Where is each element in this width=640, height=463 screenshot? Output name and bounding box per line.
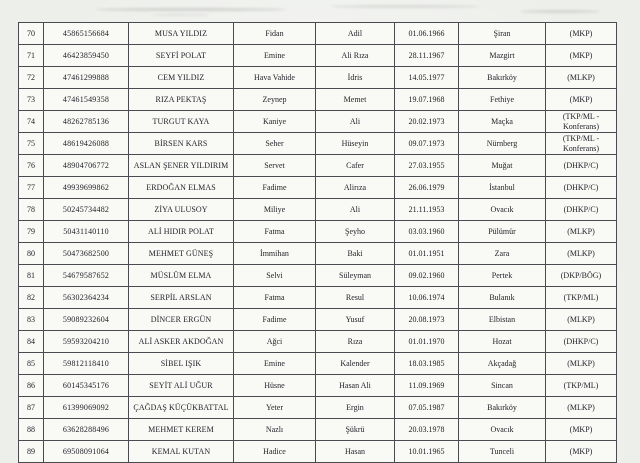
cell-full-name: MÜSLÜM ELMA (129, 265, 234, 287)
cell-full-name: ÇAĞDAŞ KÜÇÜKBATTAL (129, 397, 234, 419)
cell-father-name: Memet (316, 89, 395, 111)
cell-row-number: 76 (19, 155, 44, 177)
cell-birth-date: 14.05.1977 (395, 67, 459, 89)
cell-mother-name: Nazlı (234, 419, 316, 441)
cell-mother-name: Servet (234, 155, 316, 177)
cell-id-number: 46423859450 (44, 45, 129, 67)
table-row (19, 155, 617, 177)
cell-birth-date: 27.03.1955 (395, 155, 459, 177)
cell-birth-place: Pertek (459, 265, 546, 287)
cell-full-name: BİRSEN KARS (129, 133, 234, 155)
cell-row-number: 82 (19, 287, 44, 309)
cell-organization: (MKP) (546, 45, 617, 67)
table-row (19, 441, 617, 463)
cell-full-name: MEHMET KEREM (129, 419, 234, 441)
cell-mother-name: Hava Vahide (234, 67, 316, 89)
cell-father-name: Ergin (316, 397, 395, 419)
cell-mother-name: Ağci (234, 331, 316, 353)
cell-birth-place: Hozat (459, 331, 546, 353)
cell-row-number: 78 (19, 199, 44, 221)
cell-row-number: 70 (19, 23, 44, 45)
cell-id-number: 61399069092 (44, 397, 129, 419)
cell-id-number: 48619426088 (44, 133, 129, 155)
cell-mother-name: Yeter (234, 397, 316, 419)
cell-birth-place: Tunceli (459, 441, 546, 463)
cell-birth-date: 20.08.1973 (395, 309, 459, 331)
cell-id-number: 50431140110 (44, 221, 129, 243)
cell-full-name: RIZA PEKTAŞ (129, 89, 234, 111)
cell-id-number: 50473682500 (44, 243, 129, 265)
cell-organization: (MLKP) (546, 221, 617, 243)
cell-organization: (DHKP/C) (546, 199, 617, 221)
cell-row-number: 83 (19, 309, 44, 331)
cell-organization: (DHKP/C) (546, 331, 617, 353)
cell-birth-place: Sincan (459, 375, 546, 397)
table-row (19, 89, 617, 111)
cell-full-name: ERDOĞAN ELMAS (129, 177, 234, 199)
cell-birth-date: 09.02.1960 (395, 265, 459, 287)
scan-artifact (330, 5, 480, 8)
table-row (19, 353, 617, 375)
cell-id-number: 49939699862 (44, 177, 129, 199)
cell-organization: (DHKP/C) (546, 177, 617, 199)
cell-birth-place: Elbistan (459, 309, 546, 331)
cell-full-name: SEYFİ POLAT (129, 45, 234, 67)
cell-mother-name: İmmihan (234, 243, 316, 265)
cell-birth-place: Bakırköy (459, 397, 546, 419)
cell-full-name: ALİ HIDIR POLAT (129, 221, 234, 243)
table-row (19, 287, 617, 309)
cell-id-number: 59593204210 (44, 331, 129, 353)
cell-birth-place: Fethiye (459, 89, 546, 111)
table-row (19, 375, 617, 397)
cell-father-name: Rıza (316, 331, 395, 353)
cell-father-name: İdris (316, 67, 395, 89)
cell-birth-place: Ovacık (459, 419, 546, 441)
cell-father-name: Süleyman (316, 265, 395, 287)
cell-row-number: 84 (19, 331, 44, 353)
cell-birth-date: 10.01.1965 (395, 441, 459, 463)
table-row (19, 309, 617, 331)
cell-birth-date: 03.03.1960 (395, 221, 459, 243)
cell-organization: (TKP/ML - Konferans) (546, 133, 617, 155)
cell-full-name: CEM YILDIZ (129, 67, 234, 89)
cell-birth-date: 11.09.1969 (395, 375, 459, 397)
cell-mother-name: Kaniye (234, 111, 316, 133)
cell-organization: (MLKP) (546, 397, 617, 419)
cell-birth-place: Bakırköy (459, 67, 546, 89)
cell-full-name: ZİYA ULUSOY (129, 199, 234, 221)
table-row (19, 133, 617, 155)
cell-full-name: SERPİL ARSLAN (129, 287, 234, 309)
cell-birth-place: İstanbul (459, 177, 546, 199)
cell-id-number: 47461549358 (44, 89, 129, 111)
cell-id-number: 48904706772 (44, 155, 129, 177)
cell-id-number: 45865156684 (44, 23, 129, 45)
cell-father-name: Yusuf (316, 309, 395, 331)
cell-row-number: 86 (19, 375, 44, 397)
cell-row-number: 88 (19, 419, 44, 441)
cell-father-name: Şeyho (316, 221, 395, 243)
person-list-table (18, 22, 617, 463)
cell-organization: (MKP) (546, 419, 617, 441)
cell-father-name: Adil (316, 23, 395, 45)
cell-id-number: 69508091064 (44, 441, 129, 463)
cell-birth-place: Nürnberg (459, 133, 546, 155)
cell-row-number: 73 (19, 89, 44, 111)
cell-father-name: Resul (316, 287, 395, 309)
table-row (19, 111, 617, 133)
cell-full-name: KEMAL KUTAN (129, 441, 234, 463)
cell-father-name: Alirıza (316, 177, 395, 199)
cell-birth-place: Pülümür (459, 221, 546, 243)
cell-birth-date: 01.06.1966 (395, 23, 459, 45)
cell-father-name: Hasan Ali (316, 375, 395, 397)
table-row (19, 265, 617, 287)
cell-birth-place: Şiran (459, 23, 546, 45)
cell-mother-name: Fatma (234, 221, 316, 243)
table-row (19, 45, 617, 67)
cell-organization: (MLKP) (546, 309, 617, 331)
cell-row-number: 79 (19, 221, 44, 243)
cell-organization: (DHKP/C) (546, 155, 617, 177)
cell-organization: (MLKP) (546, 353, 617, 375)
cell-organization: (MKP) (546, 441, 617, 463)
cell-row-number: 74 (19, 111, 44, 133)
cell-father-name: Baki (316, 243, 395, 265)
cell-father-name: Ali (316, 111, 395, 133)
table-row (19, 243, 617, 265)
cell-full-name: ASLAN ŞENER YILDIRIM (129, 155, 234, 177)
cell-organization: (MKP) (546, 89, 617, 111)
cell-id-number: 48262785136 (44, 111, 129, 133)
cell-id-number: 47461299888 (44, 67, 129, 89)
cell-mother-name: Fadime (234, 177, 316, 199)
cell-birth-date: 28.11.1967 (395, 45, 459, 67)
table-row (19, 67, 617, 89)
table-row (19, 419, 617, 441)
cell-father-name: Cafer (316, 155, 395, 177)
cell-organization: (MLKP) (546, 67, 617, 89)
cell-full-name: TURGUT KAYA (129, 111, 234, 133)
cell-row-number: 87 (19, 397, 44, 419)
cell-birth-date: 10.06.1974 (395, 287, 459, 309)
cell-full-name: MEHMET GÜNEŞ (129, 243, 234, 265)
cell-birth-date: 07.05.1987 (395, 397, 459, 419)
table-row (19, 397, 617, 419)
cell-organization: (TKP/ML) (546, 375, 617, 397)
cell-id-number: 60145345176 (44, 375, 129, 397)
scan-artifact (520, 10, 600, 13)
table-row (19, 199, 617, 221)
cell-organization: (TKP/ML - Konferans) (546, 111, 617, 133)
table-row (19, 221, 617, 243)
cell-id-number: 50245734482 (44, 199, 129, 221)
cell-full-name: DİNCER ERGÜN (129, 309, 234, 331)
cell-id-number: 54679587652 (44, 265, 129, 287)
cell-birth-place: Ovacık (459, 199, 546, 221)
cell-row-number: 85 (19, 353, 44, 375)
cell-birth-date: 20.03.1978 (395, 419, 459, 441)
cell-id-number: 59089232604 (44, 309, 129, 331)
cell-row-number: 81 (19, 265, 44, 287)
cell-mother-name: Emine (234, 353, 316, 375)
cell-organization: (MLKP) (546, 243, 617, 265)
cell-row-number: 71 (19, 45, 44, 67)
table-row (19, 331, 617, 353)
scan-artifact (150, 14, 210, 16)
cell-id-number: 56302364234 (44, 287, 129, 309)
cell-mother-name: Miliye (234, 199, 316, 221)
cell-id-number: 63628288496 (44, 419, 129, 441)
cell-full-name: SİBEL IŞIK (129, 353, 234, 375)
cell-organization: (DKP/BÖG) (546, 265, 617, 287)
cell-father-name: Ali Rıza (316, 45, 395, 67)
cell-full-name: SEYİT ALİ UĞUR (129, 375, 234, 397)
cell-birth-date: 20.02.1973 (395, 111, 459, 133)
cell-father-name: Şükrü (316, 419, 395, 441)
cell-birth-place: Muğat (459, 155, 546, 177)
scan-artifact (96, 8, 286, 11)
cell-birth-date: 01.01.1951 (395, 243, 459, 265)
cell-father-name: Hüseyin (316, 133, 395, 155)
cell-organization: (MKP) (546, 23, 617, 45)
cell-row-number: 75 (19, 133, 44, 155)
table-row (19, 177, 617, 199)
cell-mother-name: Emine (234, 45, 316, 67)
cell-full-name: ALİ ASKER AKDOĞAN (129, 331, 234, 353)
cell-birth-place: Bulanık (459, 287, 546, 309)
cell-birth-date: 19.07.1968 (395, 89, 459, 111)
cell-birth-place: Mazgirt (459, 45, 546, 67)
cell-full-name: MUSA YILDIZ (129, 23, 234, 45)
cell-birth-date: 21.11.1953 (395, 199, 459, 221)
cell-organization: (TKP/ML) (546, 287, 617, 309)
cell-row-number: 80 (19, 243, 44, 265)
cell-birth-date: 26.06.1979 (395, 177, 459, 199)
cell-father-name: Ali (316, 199, 395, 221)
cell-mother-name: Hadice (234, 441, 316, 463)
cell-mother-name: Zeynep (234, 89, 316, 111)
cell-mother-name: Fadime (234, 309, 316, 331)
cell-mother-name: Hüsne (234, 375, 316, 397)
cell-mother-name: Fidan (234, 23, 316, 45)
cell-row-number: 77 (19, 177, 44, 199)
cell-row-number: 72 (19, 67, 44, 89)
cell-id-number: 59812118410 (44, 353, 129, 375)
cell-row-number: 89 (19, 441, 44, 463)
cell-birth-place: Akçadağ (459, 353, 546, 375)
cell-birth-date: 01.01.1970 (395, 331, 459, 353)
table-row (19, 23, 617, 45)
cell-birth-date: 18.03.1985 (395, 353, 459, 375)
cell-birth-date: 09.07.1973 (395, 133, 459, 155)
cell-mother-name: Fatma (234, 287, 316, 309)
cell-birth-place: Zara (459, 243, 546, 265)
cell-birth-place: Maçka (459, 111, 546, 133)
cell-mother-name: Selvi (234, 265, 316, 287)
cell-father-name: Hasan (316, 441, 395, 463)
cell-mother-name: Seher (234, 133, 316, 155)
cell-father-name: Kalender (316, 353, 395, 375)
table-body (19, 23, 617, 463)
